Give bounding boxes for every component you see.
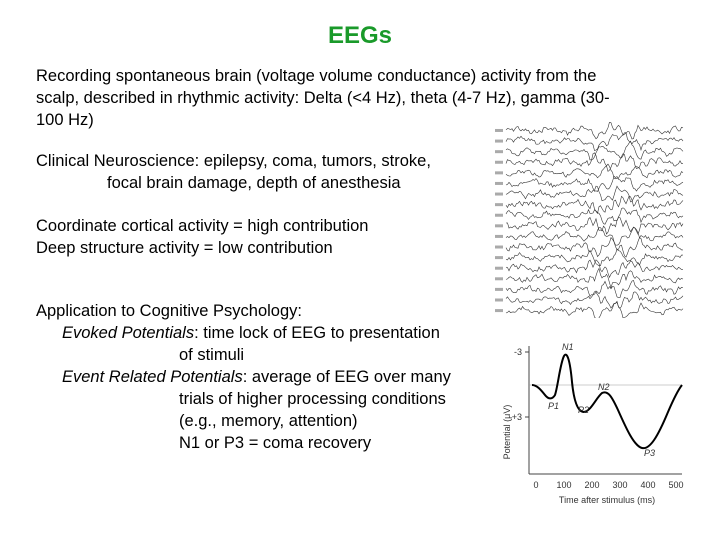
- eeg-channel-label: [495, 150, 503, 153]
- eeg-trace: [506, 186, 683, 202]
- erp-y-axis-label: Potential (μV): [502, 404, 512, 460]
- erp-continuation-2: (e.g., memory, attention): [179, 412, 358, 430]
- erp-ytick-label-2: +3: [511, 412, 522, 422]
- erp-continuation-1: trials of higher processing conditions: [179, 390, 446, 408]
- eeg-channel-label: [495, 193, 503, 196]
- eeg-channel-label: [495, 309, 503, 312]
- eeg-trace: [506, 301, 683, 318]
- eeg-trace: [506, 133, 683, 151]
- erp-definition: : average of EEG over many: [242, 368, 451, 386]
- eeg-channel-label: [495, 182, 503, 185]
- eeg-trace: [506, 164, 683, 179]
- slide-title: EEGs: [327, 22, 393, 49]
- eeg-channel-label: [495, 246, 503, 249]
- evoked-potentials-definition: : time lock of EEG to presentation: [194, 324, 440, 342]
- eeg-trace: [506, 208, 683, 224]
- erp-xtick-label-0: 0: [533, 480, 539, 490]
- cognitive-paragraph: [36, 300, 451, 454]
- peak-label-n2: N2: [598, 382, 610, 392]
- eeg-channel-label: [495, 256, 503, 259]
- erp-waveform-figure: [492, 340, 692, 510]
- eeg-channel-label: [495, 129, 503, 132]
- erp-term: Event Related Potentials: [62, 368, 243, 386]
- intro-line-1: Recording spontaneous brain (voltage volume conductance) activity from the: [36, 67, 597, 85]
- evoked-potentials-line: [36, 322, 451, 344]
- eeg-trace: [506, 122, 683, 139]
- erp-line: [36, 366, 451, 388]
- eeg-channel-label: [495, 235, 503, 238]
- eeg-trace: [506, 238, 683, 258]
- eeg-channel-label: [495, 161, 503, 164]
- clinical-line-2: focal brain damage, depth of anesthesia: [107, 174, 401, 192]
- eeg-channel-label: [495, 298, 503, 301]
- erp-xtick-label-500: 500: [668, 480, 684, 490]
- eeg-channel-label: [495, 203, 503, 206]
- erp-x-axis-label: Time after stimulus (ms): [558, 495, 656, 505]
- clinical-paragraph: [36, 150, 431, 194]
- eeg-channel-label: [495, 277, 503, 280]
- clinical-line-1: Clinical Neuroscience: epilepsy, coma, tumors, stroke,: [36, 152, 431, 170]
- eeg-channel-label: [495, 214, 503, 217]
- peak-label-p1: P1: [548, 401, 560, 411]
- peak-label-n1: N1: [562, 342, 574, 352]
- eeg-trace: [506, 227, 683, 245]
- erp-xtick-label-200: 200: [584, 480, 600, 490]
- erp-xtick-label-100: 100: [556, 480, 572, 490]
- peak-label-p2: P2: [578, 405, 590, 415]
- eeg-channel-label: [495, 224, 503, 227]
- intro-line-3: 100 Hz): [36, 111, 94, 129]
- eeg-trace: [506, 280, 683, 297]
- contribution-line-2: Deep structure activity = low contribution: [36, 239, 333, 257]
- cognitive-heading: Application to Cognitive Psychology:: [36, 302, 302, 320]
- contribution-paragraph: [36, 215, 368, 259]
- erp-xtick-label-300: 300: [612, 480, 628, 490]
- evoked-potentials-term: Evoked Potentials: [62, 324, 195, 342]
- intro-line-2: scalp, described in rhythmic activity: Delta (<4 Hz), theta (4-7 Hz), gamma (30-: [36, 89, 610, 107]
- erp-xtick-label-400: 400: [640, 480, 656, 490]
- erp-x-ticks: [533, 480, 683, 490]
- eeg-trace: [506, 176, 683, 191]
- eeg-channel-label: [495, 140, 503, 143]
- erp-continuation-3: N1 or P3 = coma recovery: [179, 434, 372, 452]
- eeg-channel-label: [495, 288, 503, 291]
- peak-label-p3: P3: [644, 448, 656, 458]
- eeg-channel-label: [495, 267, 503, 270]
- eeg-trace: [506, 292, 683, 309]
- eeg-channel-label: [495, 171, 503, 174]
- evoked-potentials-continuation: of stimuli: [179, 346, 245, 364]
- contribution-line-1: Coordinate cortical activity = high contribution: [36, 217, 369, 235]
- eeg-trace: [506, 260, 683, 277]
- eeg-trace: [506, 153, 683, 172]
- eeg-trace: [506, 196, 683, 213]
- eeg-traces-image: [492, 122, 684, 318]
- erp-ytick-label-1: -3: [513, 347, 522, 357]
